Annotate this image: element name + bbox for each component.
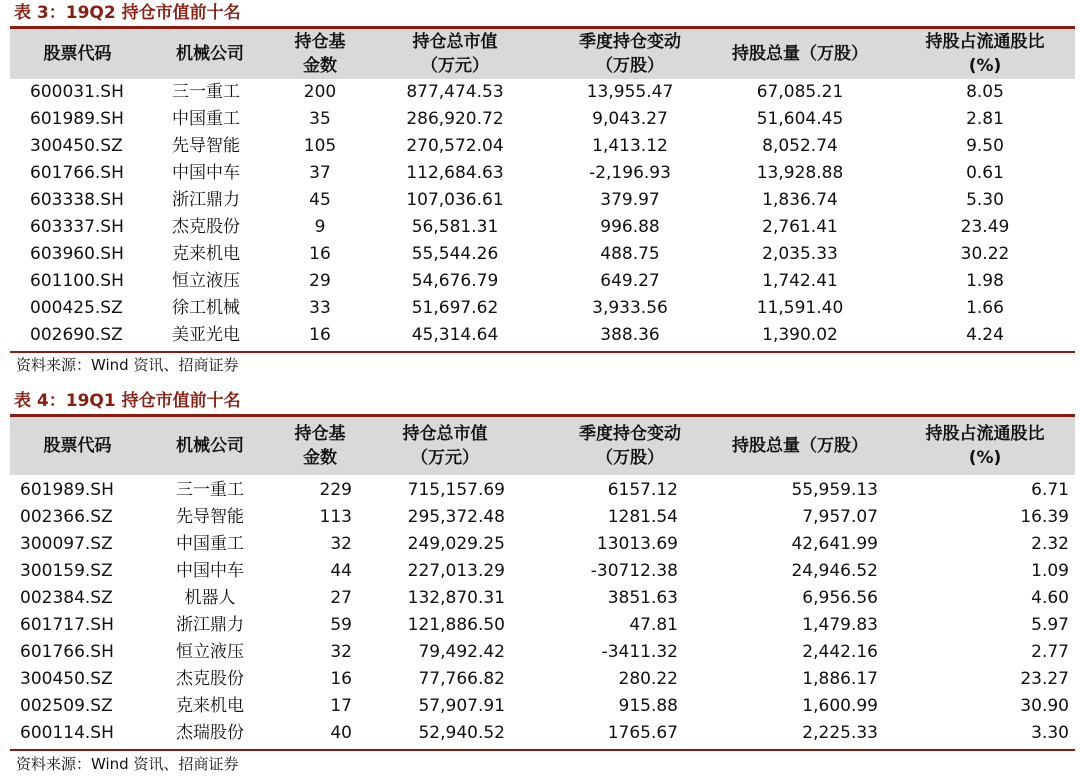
table3-bottom-rule	[10, 351, 1075, 353]
cell-market-value: 107,036.61	[406, 190, 504, 210]
table-row	[10, 160, 1075, 187]
header-market-value: 持仓总市值 （万元）	[402, 424, 488, 468]
cell-company: 杰克股份	[172, 217, 240, 237]
cell-code: 601989.SH	[20, 480, 114, 500]
cell-code: 601989.SH	[30, 109, 124, 129]
cell-code: 601766.SH	[20, 642, 114, 662]
cell-total-shares: 8,052.74	[762, 136, 838, 156]
cell-code: 601717.SH	[20, 615, 114, 635]
cell-total-shares: 1,479.83	[802, 615, 878, 635]
cell-quarter-change: 649.27	[600, 271, 660, 291]
cell-quarter-change: 488.75	[600, 244, 660, 264]
cell-float-ratio: 23.27	[1020, 669, 1069, 689]
cell-float-ratio: 5.30	[966, 190, 1004, 210]
table-row	[10, 504, 1075, 531]
cell-market-value: 54,676.79	[411, 271, 499, 291]
cell-company: 中国重工	[172, 109, 240, 129]
table4-bottom-rule	[10, 749, 1075, 751]
cell-float-ratio: 30.90	[1020, 696, 1069, 716]
table-row	[10, 612, 1075, 639]
table4-source: 资料来源：Wind 资讯、招商证券	[16, 755, 239, 773]
table-row	[10, 214, 1075, 241]
cell-quarter-change: 388.36	[600, 325, 660, 345]
cell-total-shares: 1,600.99	[802, 696, 878, 716]
header-total-shares: 持股总量（万股）	[732, 436, 868, 456]
table-row	[10, 187, 1075, 214]
cell-code: 300450.SZ	[30, 136, 123, 156]
header-quarter-change: 季度持仓变动 （万股）	[579, 32, 681, 76]
cell-company: 克来机电	[176, 696, 244, 716]
cell-total-shares: 1,836.74	[762, 190, 838, 210]
header-company: 机械公司	[176, 44, 244, 64]
cell-float-ratio: 2.32	[1031, 534, 1069, 554]
cell-company: 美亚光电	[172, 325, 240, 345]
cell-funds: 16	[309, 325, 331, 345]
cell-total-shares: 42,641.99	[791, 534, 878, 554]
cell-market-value: 270,572.04	[406, 136, 504, 156]
cell-total-shares: 1,390.02	[762, 325, 838, 345]
cell-total-shares: 1,886.17	[802, 669, 878, 689]
cell-funds: 32	[330, 534, 352, 554]
cell-market-value: 45,314.64	[411, 325, 499, 345]
header-total-shares: 持股总量（万股）	[732, 44, 868, 64]
cell-funds: 35	[309, 109, 331, 129]
table-row	[10, 295, 1075, 322]
cell-funds: 37	[309, 163, 331, 183]
cell-market-value: 715,157.69	[407, 480, 505, 500]
cell-code: 600031.SH	[30, 82, 124, 102]
header-company: 机械公司	[176, 436, 244, 456]
cell-funds: 229	[319, 480, 352, 500]
cell-market-value: 132,870.31	[407, 588, 505, 608]
table3-header	[10, 29, 1075, 79]
table-row	[10, 241, 1075, 268]
cell-company: 杰瑞股份	[176, 723, 244, 743]
cell-float-ratio: 0.61	[966, 163, 1004, 183]
cell-code: 300159.SZ	[20, 561, 113, 581]
cell-funds: 27	[330, 588, 352, 608]
header-float-ratio: 持股占流通股比 (%)	[925, 424, 1045, 468]
cell-quarter-change: -30712.38	[590, 561, 678, 581]
cell-total-shares: 13,928.88	[756, 163, 844, 183]
cell-quarter-change: -3411.32	[601, 642, 678, 662]
cell-quarter-change: 47.81	[629, 615, 678, 635]
cell-company: 杰克股份	[176, 669, 244, 689]
cell-quarter-change: 280.22	[618, 669, 678, 689]
cell-company: 中国中车	[172, 163, 240, 183]
table-row	[10, 268, 1075, 295]
cell-quarter-change: 996.88	[600, 217, 660, 237]
cell-quarter-change: 1765.67	[607, 723, 678, 743]
cell-code: 002366.SZ	[20, 507, 113, 527]
cell-funds: 17	[330, 696, 352, 716]
table4-title: 表 4：19Q1 持仓市值前十名	[14, 391, 241, 411]
cell-total-shares: 1,742.41	[762, 271, 838, 291]
cell-total-shares: 11,591.40	[756, 298, 844, 318]
cell-total-shares: 2,225.33	[802, 723, 878, 743]
table-row	[10, 79, 1075, 106]
cell-total-shares: 55,959.13	[791, 480, 878, 500]
cell-quarter-change: 915.88	[618, 696, 678, 716]
cell-code: 603960.SH	[30, 244, 124, 264]
cell-company: 先导智能	[172, 136, 240, 156]
cell-company: 中国重工	[176, 534, 244, 554]
cell-code: 600114.SH	[20, 723, 114, 743]
header-funds: 持仓基 金数	[294, 424, 346, 468]
cell-funds: 200	[303, 82, 337, 102]
cell-company: 三一重工	[172, 82, 240, 102]
cell-funds: 16	[309, 244, 331, 264]
cell-code: 603338.SH	[30, 190, 124, 210]
cell-market-value: 56,581.31	[411, 217, 499, 237]
table-row	[10, 531, 1075, 558]
cell-market-value: 877,474.53	[406, 82, 504, 102]
cell-market-value: 295,372.48	[407, 507, 505, 527]
table4-body	[10, 477, 1075, 749]
header-code: 股票代码	[43, 436, 112, 456]
cell-float-ratio: 1.09	[1031, 561, 1069, 581]
cell-company: 机器人	[184, 588, 236, 608]
cell-code: 300097.SZ	[20, 534, 113, 554]
cell-quarter-change: 3,933.56	[592, 298, 668, 318]
cell-float-ratio: 30.22	[960, 244, 1010, 264]
cell-float-ratio: 8.05	[966, 82, 1004, 102]
cell-float-ratio: 1.66	[966, 298, 1004, 318]
header-code: 股票代码	[43, 44, 112, 64]
table3-source: 资料来源：Wind 资讯、招商证券	[16, 356, 239, 374]
cell-float-ratio: 16.39	[1020, 507, 1069, 527]
cell-company: 浙江鼎力	[172, 190, 240, 210]
cell-funds: 16	[330, 669, 352, 689]
cell-float-ratio: 2.77	[1031, 642, 1069, 662]
cell-market-value: 286,920.72	[406, 109, 504, 129]
table-row	[10, 720, 1075, 747]
cell-funds: 9	[314, 217, 326, 237]
cell-company: 中国中车	[176, 561, 244, 581]
cell-quarter-change: 3851.63	[607, 588, 678, 608]
cell-float-ratio: 6.71	[1031, 480, 1069, 500]
cell-total-shares: 51,604.45	[756, 109, 844, 129]
cell-total-shares: 2,035.33	[762, 244, 838, 264]
cell-company: 恒立液压	[176, 642, 244, 662]
cell-company: 先导智能	[176, 507, 244, 527]
cell-quarter-change: 13013.69	[596, 534, 678, 554]
cell-funds: 44	[330, 561, 352, 581]
cell-code: 603337.SH	[30, 217, 124, 237]
cell-quarter-change: 379.97	[600, 190, 660, 210]
cell-funds: 45	[309, 190, 331, 210]
cell-market-value: 79,492.42	[418, 642, 505, 662]
table-row	[10, 639, 1075, 666]
cell-market-value: 249,029.25	[407, 534, 505, 554]
cell-float-ratio: 2.81	[966, 109, 1004, 129]
cell-float-ratio: 4.60	[1031, 588, 1069, 608]
table-row	[10, 666, 1075, 693]
table-row	[10, 133, 1075, 160]
cell-total-shares: 2,761.41	[762, 217, 838, 237]
cell-funds: 59	[330, 615, 352, 635]
cell-float-ratio: 9.50	[966, 136, 1004, 156]
table4-header	[10, 417, 1075, 475]
cell-quarter-change: 1,413.12	[592, 136, 668, 156]
cell-market-value: 51,697.62	[411, 298, 499, 318]
cell-market-value: 57,907.91	[418, 696, 505, 716]
cell-code: 000425.SZ	[30, 298, 123, 318]
cell-market-value: 227,013.29	[407, 561, 505, 581]
cell-float-ratio: 4.24	[966, 325, 1004, 345]
cell-quarter-change: 6157.12	[607, 480, 678, 500]
cell-code: 002509.SZ	[20, 696, 113, 716]
table-row	[10, 558, 1075, 585]
cell-market-value: 121,886.50	[407, 615, 505, 635]
cell-code: 300450.SZ	[20, 669, 113, 689]
table-row	[10, 322, 1075, 349]
cell-quarter-change: 9,043.27	[592, 109, 668, 129]
cell-company: 克来机电	[172, 244, 240, 264]
cell-funds: 40	[330, 723, 352, 743]
cell-market-value: 77,766.82	[418, 669, 505, 689]
cell-code: 002690.SZ	[30, 325, 123, 345]
cell-total-shares: 24,946.52	[791, 561, 878, 581]
cell-company: 浙江鼎力	[176, 615, 244, 635]
cell-float-ratio: 23.49	[960, 217, 1010, 237]
cell-quarter-change: 1281.54	[607, 507, 678, 527]
cell-code: 601100.SH	[30, 271, 124, 291]
cell-float-ratio: 3.30	[1031, 723, 1069, 743]
cell-funds: 105	[303, 136, 337, 156]
cell-funds: 33	[309, 298, 331, 318]
cell-funds: 29	[309, 271, 331, 291]
table-row	[10, 693, 1075, 720]
cell-code: 002384.SZ	[20, 588, 113, 608]
cell-quarter-change: -2,196.93	[589, 163, 671, 183]
table3-body	[10, 79, 1075, 351]
table-row	[10, 106, 1075, 133]
cell-float-ratio: 1.98	[966, 271, 1004, 291]
cell-company: 徐工机械	[172, 298, 240, 318]
cell-total-shares: 7,957.07	[802, 507, 878, 527]
cell-company: 恒立液压	[172, 271, 240, 291]
cell-total-shares: 2,442.16	[802, 642, 878, 662]
header-quarter-change: 季度持仓变动 （万股）	[579, 424, 681, 468]
header-funds: 持仓基 金数	[294, 32, 346, 76]
cell-market-value: 52,940.52	[418, 723, 505, 743]
table-row	[10, 477, 1075, 504]
cell-funds: 32	[330, 642, 352, 662]
table3-title: 表 3：19Q2 持仓市值前十名	[14, 3, 241, 23]
header-market-value: 持仓总市值 （万元）	[412, 32, 498, 76]
table-row	[10, 585, 1075, 612]
cell-code: 601766.SH	[30, 163, 124, 183]
cell-total-shares: 6,956.56	[802, 588, 878, 608]
cell-company: 三一重工	[176, 480, 244, 500]
cell-market-value: 112,684.63	[406, 163, 504, 183]
cell-quarter-change: 13,955.47	[586, 82, 674, 102]
cell-float-ratio: 5.97	[1031, 615, 1069, 635]
cell-total-shares: 67,085.21	[756, 82, 844, 102]
cell-funds: 113	[319, 507, 352, 527]
header-float-ratio: 持股占流通股比 (%)	[925, 32, 1045, 76]
cell-market-value: 55,544.26	[411, 244, 499, 264]
